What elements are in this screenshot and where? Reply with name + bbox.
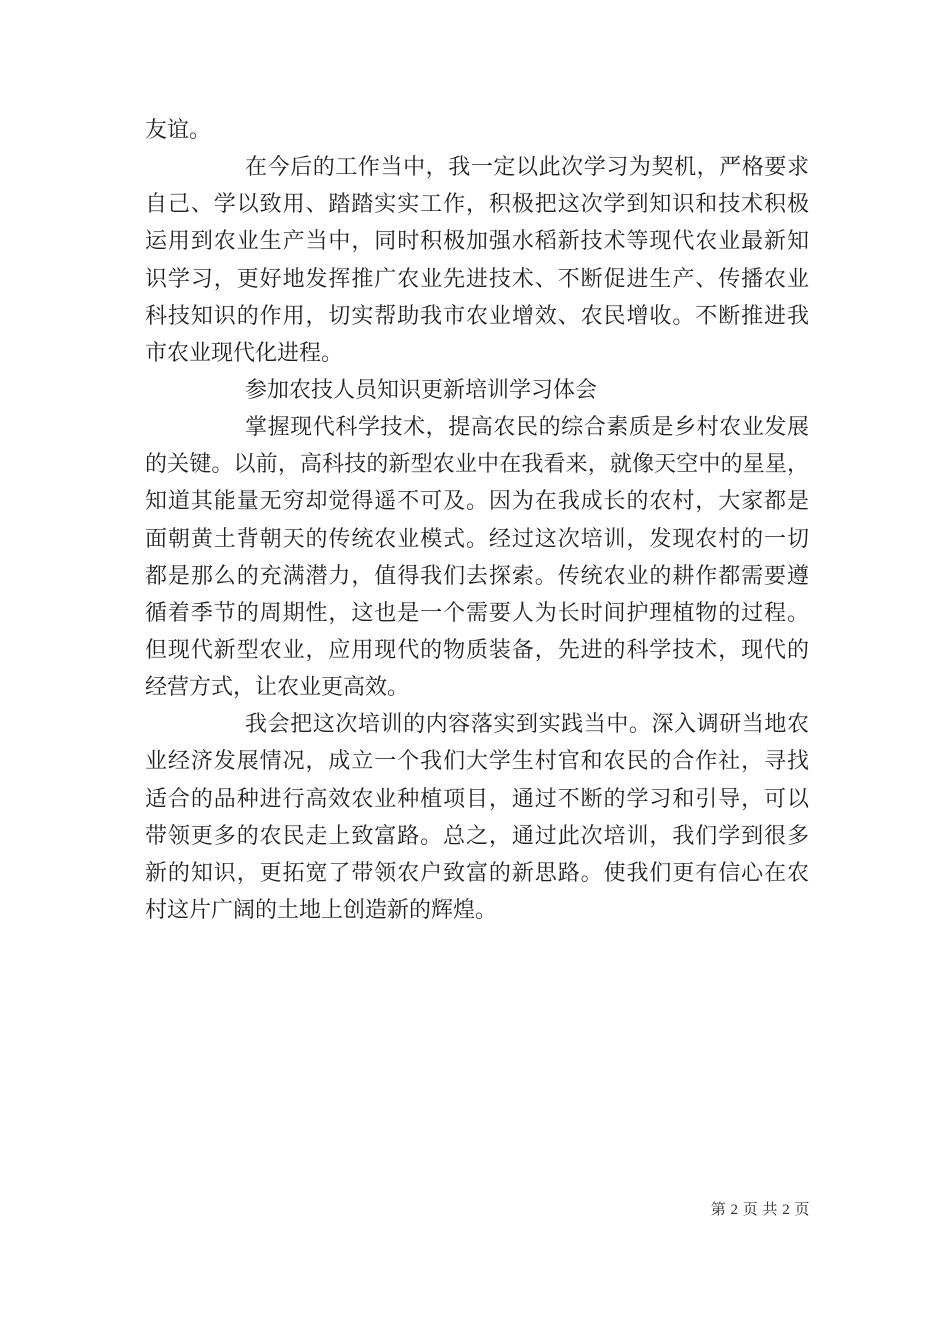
text-line: 友谊。 [145,117,212,142]
text-line: 掌握现代科学技术，提高农民的综合素质是乡村农业发展 [245,414,809,440]
text-line: 经营方式，让农业更高效。 [145,674,410,700]
text-line: 在今后的工作当中，我一定以此次学习为契机，严格要求 [245,154,809,180]
text-line: 业经济发展情况，成立一个我们大学生村官和农民的合作社，寻找 [145,748,809,774]
text-line: 都是那么的充满潜力，值得我们去探索。传统农业的耕作都需要遵 [145,562,809,588]
text-line: 我会把这次培训的内容落实到实践当中。深入调研当地农 [245,711,809,737]
text-line: 适合的品种进行高效农业种植项目，通过不断的学习和引导，可以 [145,785,809,811]
text-line: 知道其能量无穷却觉得遥不可及。因为在我成长的农村，大家都是 [145,488,809,514]
text-line: 科技知识的作用，切实帮助我市农业增效、农民增收。不断推进我 [145,302,809,328]
text-line: 市农业现代化进程。 [145,339,344,365]
document-body [145,111,809,928]
text-line: 识学习，更好地发挥推广农业先进技术、不断促进生产、传播农业 [145,265,809,291]
text-line: 循着季节的周期性，这也是一个需要人为长时间护理植物的过程。 [145,599,809,625]
text-line: 面朝黄土背朝天的传统农业模式。经过这次培训，发现农村的一切 [145,525,809,551]
page-number-indicator: 第 2 页 共 2 页 [710,1202,810,1218]
page-footer [711,1200,810,1220]
text-line: 运用到农业生产当中，同时积极加强水稻新技术等现代农业最新知 [145,228,809,254]
text-line: 新的知识，更拓宽了带领农户致富的新思路。使我们更有信心在农 [145,859,809,885]
text-line: 但现代新型农业，应用现代的物质装备，先进的科学技术，现代的 [145,636,809,662]
text-line: 的关键。以前，高科技的新型农业中在我看来，就像天空中的星星， [145,451,809,477]
subheading-line: 参加农技人员知识更新培训学习体会 [245,376,598,402]
text-line: 自己、学以致用、踏踏实实工作，积极把这次学到知识和技术积极 [145,191,809,217]
text-line: 带领更多的农民走上致富路。总之，通过此次培训，我们学到很多 [145,822,809,848]
text-line: 村这片广阔的土地上创造新的辉煌。 [145,896,498,922]
